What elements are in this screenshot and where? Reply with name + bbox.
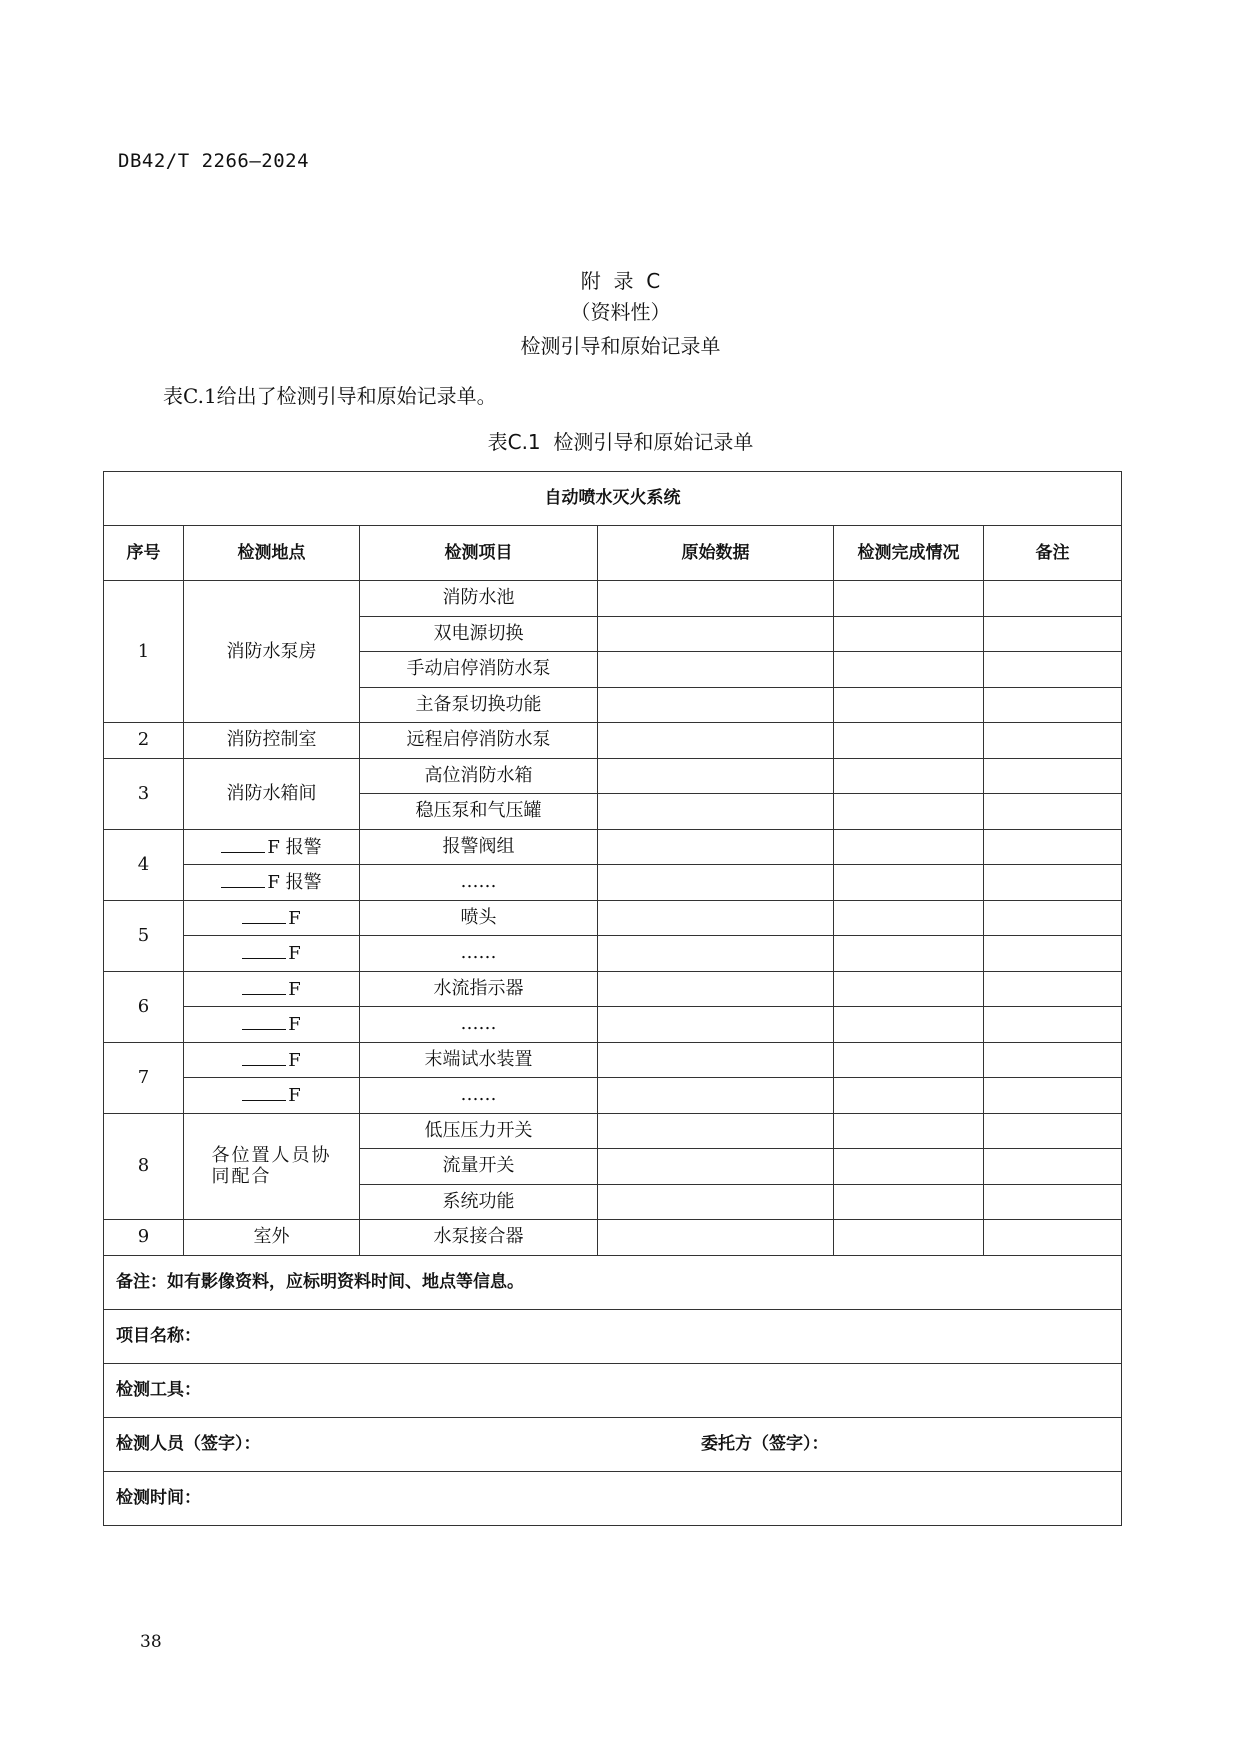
inspector-signature-label: 检测人员（签字）： [116, 1433, 261, 1454]
raw-data-cell[interactable] [598, 1149, 834, 1185]
raw-data-cell[interactable] [598, 652, 834, 688]
column-header: 检测地点 [184, 526, 360, 581]
completion-cell[interactable] [834, 829, 984, 865]
raw-data-cell[interactable] [598, 865, 834, 901]
inspection-item: …… [360, 936, 598, 972]
location-text: F [288, 1085, 301, 1107]
raw-data-cell[interactable] [598, 723, 834, 759]
location-text: 消防水泵房 [226, 640, 317, 662]
floor-blank [242, 1012, 286, 1030]
raw-data-cell[interactable] [598, 1007, 834, 1043]
row-number: 8 [104, 1113, 184, 1220]
document-code: DB42/T 2266—2024 [118, 150, 310, 172]
remarks-cell[interactable] [984, 1184, 1122, 1220]
table-row [104, 1007, 1122, 1043]
inspection-item: 稳压泵和气压罐 [360, 794, 598, 830]
row-number: 7 [104, 1042, 184, 1113]
remarks-cell[interactable] [984, 900, 1122, 936]
completion-cell[interactable] [834, 971, 984, 1007]
appendix-label: 附 录 C [580, 269, 661, 293]
raw-data-cell[interactable] [598, 1113, 834, 1149]
inspection-item: 报警阀组 [360, 829, 598, 865]
location-text: F [288, 978, 301, 1000]
table-row [104, 971, 1122, 1007]
location-cell [184, 1042, 360, 1078]
location-text: F [288, 1014, 301, 1036]
row-number: 1 [104, 581, 184, 723]
footer-note: 备注：如有影像资料，应标明资料时间、地点等信息。 [104, 1255, 1122, 1309]
completion-cell[interactable] [834, 936, 984, 972]
row-number: 2 [104, 723, 184, 759]
table-row [104, 829, 1122, 865]
remarks-cell[interactable] [984, 865, 1122, 901]
table-row [104, 758, 1122, 794]
row-number: 6 [104, 971, 184, 1042]
raw-data-cell[interactable] [598, 794, 834, 830]
inspection-item: 末端试水装置 [360, 1042, 598, 1078]
row-number: 9 [104, 1220, 184, 1256]
floor-blank [242, 1083, 286, 1101]
floor-blank [242, 906, 286, 924]
remarks-cell[interactable] [984, 1042, 1122, 1078]
inspection-item: 高位消防水箱 [360, 758, 598, 794]
tools-field[interactable]: 检测工具： [104, 1363, 1122, 1417]
completion-cell[interactable] [834, 1184, 984, 1220]
location-text: F 报警 [267, 836, 322, 858]
floor-blank [221, 870, 265, 888]
completion-cell[interactable] [834, 616, 984, 652]
table-row [104, 865, 1122, 901]
remarks-cell[interactable] [984, 687, 1122, 723]
raw-data-cell[interactable] [598, 758, 834, 794]
location-cell [184, 1220, 360, 1256]
table-row [104, 1113, 1122, 1149]
completion-cell[interactable] [834, 581, 984, 617]
column-header: 备注 [984, 526, 1122, 581]
location-cell [184, 829, 360, 865]
column-header: 原始数据 [598, 526, 834, 581]
client-signature-label: 委托方（签字）： [701, 1433, 829, 1454]
location-cell [184, 1078, 360, 1114]
inspection-item: 双电源切换 [360, 616, 598, 652]
column-header: 检测完成情况 [834, 526, 984, 581]
record-table [103, 471, 1122, 1526]
table-row [104, 1042, 1122, 1078]
table-row [104, 1220, 1122, 1256]
inspection-item: 喷头 [360, 900, 598, 936]
remarks-cell[interactable] [984, 971, 1122, 1007]
location-cell [184, 865, 360, 901]
floor-blank [242, 1048, 286, 1066]
completion-cell[interactable] [834, 652, 984, 688]
table-row [104, 936, 1122, 972]
raw-data-cell[interactable] [598, 1184, 834, 1220]
remarks-cell[interactable] [984, 1007, 1122, 1043]
raw-data-cell[interactable] [598, 1220, 834, 1256]
inspection-item: 消防水池 [360, 581, 598, 617]
inspection-item: 主备泵切换功能 [360, 687, 598, 723]
remarks-cell[interactable] [984, 758, 1122, 794]
location-text: 各位置人员协同配合 [211, 1144, 332, 1188]
appendix-nature: （资料性） [570, 300, 671, 324]
completion-cell[interactable] [834, 1042, 984, 1078]
completion-cell[interactable] [834, 687, 984, 723]
remarks-cell[interactable] [984, 1113, 1122, 1149]
table-caption: 表C.1 检测引导和原始记录单 [487, 430, 754, 454]
location-cell [184, 900, 360, 936]
floor-blank [242, 977, 286, 995]
column-header: 序号 [104, 526, 184, 581]
location-cell [184, 758, 360, 829]
row-number: 3 [104, 758, 184, 829]
location-text: 消防水箱间 [226, 782, 317, 804]
location-text: F 报警 [267, 872, 322, 894]
completion-cell[interactable] [834, 900, 984, 936]
inspection-time-field[interactable]: 检测时间： [104, 1471, 1122, 1525]
location-text: F [288, 907, 301, 929]
inspection-item: 系统功能 [360, 1184, 598, 1220]
inspection-item: 远程启停消防水泵 [360, 723, 598, 759]
location-text: 消防控制室 [226, 729, 317, 751]
floor-blank [242, 941, 286, 959]
inspection-item: 水流指示器 [360, 971, 598, 1007]
raw-data-cell[interactable] [598, 687, 834, 723]
remarks-cell[interactable] [984, 936, 1122, 972]
remarks-cell[interactable] [984, 1149, 1122, 1185]
table-row [104, 723, 1122, 759]
raw-data-cell[interactable] [598, 829, 834, 865]
location-cell [184, 971, 360, 1007]
location-cell [184, 581, 360, 723]
inspection-item: …… [360, 865, 598, 901]
completion-cell[interactable] [834, 758, 984, 794]
raw-data-cell[interactable] [598, 1078, 834, 1114]
location-text: F [288, 943, 301, 965]
completion-cell[interactable] [834, 1078, 984, 1114]
appendix-title: 检测引导和原始记录单 [520, 334, 721, 358]
table-row [104, 581, 1122, 617]
column-header: 检测项目 [360, 526, 598, 581]
remarks-cell[interactable] [984, 829, 1122, 865]
inspection-item: …… [360, 1078, 598, 1114]
inspection-item: 手动启停消防水泵 [360, 652, 598, 688]
inspection-item: 低压压力开关 [360, 1113, 598, 1149]
raw-data-cell[interactable] [598, 971, 834, 1007]
raw-data-cell[interactable] [598, 936, 834, 972]
completion-cell[interactable] [834, 865, 984, 901]
inspection-item: …… [360, 1007, 598, 1043]
completion-cell[interactable] [834, 723, 984, 759]
row-number: 4 [104, 829, 184, 900]
completion-cell[interactable] [834, 794, 984, 830]
raw-data-cell[interactable] [598, 900, 834, 936]
remarks-cell[interactable] [984, 616, 1122, 652]
location-text: 室外 [253, 1226, 290, 1248]
remarks-cell[interactable] [984, 1078, 1122, 1114]
location-cell [184, 723, 360, 759]
inspection-item: 流量开关 [360, 1149, 598, 1185]
project-name-field[interactable]: 项目名称： [104, 1309, 1122, 1363]
completion-cell[interactable] [834, 1113, 984, 1149]
remarks-cell[interactable] [984, 581, 1122, 617]
raw-data-cell[interactable] [598, 616, 834, 652]
completion-cell[interactable] [834, 1220, 984, 1256]
page-number: 38 [140, 1632, 162, 1652]
system-title: 自动喷水灭火系统 [104, 472, 1122, 526]
intro-paragraph: 表C.1给出了检测引导和原始记录单。 [163, 384, 497, 408]
location-cell [184, 936, 360, 972]
row-number: 5 [104, 900, 184, 971]
remarks-cell[interactable] [984, 723, 1122, 759]
floor-blank [221, 835, 265, 853]
location-text: F [288, 1049, 301, 1071]
table-row [104, 900, 1122, 936]
raw-data-cell[interactable] [598, 581, 834, 617]
remarks-cell[interactable] [984, 1220, 1122, 1256]
table-row [104, 1078, 1122, 1114]
location-cell [184, 1007, 360, 1043]
signature-row[interactable] [104, 1417, 1122, 1471]
completion-cell[interactable] [834, 1149, 984, 1185]
remarks-cell[interactable] [984, 794, 1122, 830]
location-cell [184, 1113, 360, 1220]
inspection-item: 水泵接合器 [360, 1220, 598, 1256]
remarks-cell[interactable] [984, 652, 1122, 688]
completion-cell[interactable] [834, 1007, 984, 1043]
raw-data-cell[interactable] [598, 1042, 834, 1078]
